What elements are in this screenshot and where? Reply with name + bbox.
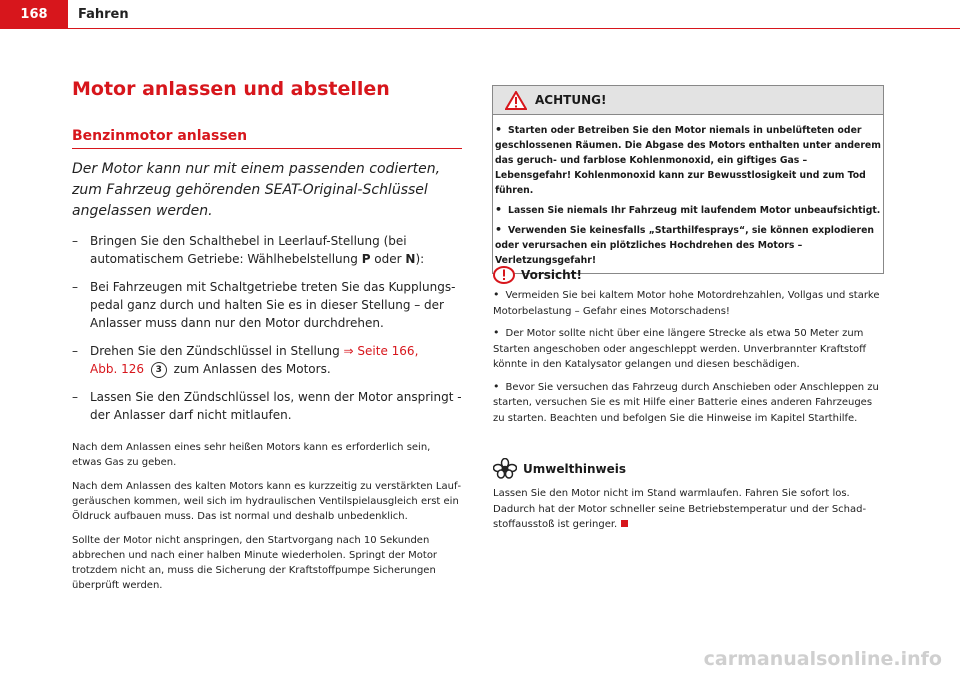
bullet-marker: • [493,379,500,393]
note-paragraph: Nach dem Anlassen des kalten Motors kann es kurzzeitig zu verstärkten Laufgeräuschen kommen, weil sich im hydraulischen Ventilspielausgleich erst ein Öldruck aufbauen muss. Das ist normal und deshalb unbedenklich. [72,481,462,522]
page-number: 168 [0,0,68,29]
warning-title: ACHTUNG! [535,93,607,107]
warning-text: Lassen Sie niemals Ihr Fahrzeug mit laufendem Motor unbeaufsichtigt. [508,205,881,216]
step-item [72,388,462,424]
position-circle-icon: 3 [151,362,167,378]
gear-p: P [361,252,371,266]
section-rule [72,148,462,149]
end-marker-icon [621,520,628,527]
environment-title: Umwelthinweis [523,462,627,476]
step-item [72,342,462,378]
arrow-icon: ⇒ [343,344,354,358]
page-title: Motor anlassen und abstellen [72,78,390,100]
step-list [72,232,462,424]
step-text: Lassen Sie den Zündschlüssel los, wenn der Motor anspringt - der Anlasser darf nicht mitlaufen. [90,390,462,422]
caution-item [493,325,883,373]
caution-item [493,287,883,319]
caution-item [493,379,883,427]
figure-reference-link[interactable]: Abb. 126 [90,362,144,376]
caution-title: Vorsicht! [521,268,582,282]
environment-header [493,458,883,480]
environment-paragraph: Lassen Sie den Motor nicht im Stand warmlaufen. Fahren Sie sofort los. Dadurch hat der Motor schneller seine Betriebstemperatur und der Schadstoffausstoß ist geringer. [493,488,867,530]
caution-section [493,266,883,426]
main-column [72,78,462,593]
bullet-marker: • [495,203,503,216]
section-title: Benzinmotor anlassen [72,128,248,144]
bullet-marker: • [493,288,500,301]
warning-item [495,202,881,218]
step-item [72,278,462,332]
step-text: oder [370,252,406,266]
page-reference-link[interactable]: Seite 166, [357,344,419,358]
warning-text: Starten oder Betreiben Sie den Motor niemals in unbelüfteten oder geschlossenen Räumen. Die Abgase des Motors enthalten unter anderem das geruch- und farblose Kohlenmonoxid, ein giftiges Gas – Lebensgefahr! Kohlenmonoxid kann zur Bewusstlosigkeit und zum Tod führen. [495,125,881,196]
warning-header [493,86,883,115]
watermark: carmanualsonline.info [703,648,942,670]
bullet-marker: • [495,123,503,136]
gear-n: N [405,252,416,266]
step-text: Bei Fahrzeugen mit Schaltgetriebe treten Sie das Kupplungspedal ganz durch und halten Sie es in dieser Stellung – der Anlasser muss dann nur den Motor durchdrehen. [90,280,456,330]
note-paragraph: Nach dem Anlassen eines sehr heißen Motors kann es erforderlich sein, etwas Gas zu geben. [72,442,431,468]
flower-icon [493,458,517,480]
caution-text: Vermeiden Sie bei kaltem Motor hohe Motordrehzahlen, Vollgas und starke Motorbelastung – Gefahr eines Motorschadens! [493,290,880,317]
step-text: Drehen Sie den Zündschlüssel in Stellung [90,344,344,358]
step-text: Bringen Sie den Schalthebel in Leerlauf-Stellung (bei automatischem Getriebe: Wählhebelstellung [90,234,407,266]
caution-header [493,266,883,284]
step-text: zum Anlassen des Motors. [169,362,331,376]
dash-marker: – [72,234,78,248]
bullet-marker: • [495,223,503,236]
step-text: ): [415,252,425,266]
dash-marker: – [72,390,78,404]
bullet-marker: • [493,326,500,339]
dash-marker: – [72,344,78,358]
caution-text: Bevor Sie versuchen das Fahrzeug durch Anschieben oder Anschleppen zu starten, versuchen Sie es mit Hilfe einer Batterie eines anderen Fahrzeuges zu starten. Beachten und befolgen Sie die Hinweise im Kapitel Starthilfe. [493,381,879,424]
caution-icon [493,266,515,284]
warning-text: Verwenden Sie keinesfalls „Starthilfesprays“, sie können explodieren oder verursachen ein plötzliches Hochdrehen des Motors – Verletzungsgefahr! [495,225,875,266]
environment-section [493,458,883,533]
warning-body [493,115,883,273]
caution-text: Der Motor sollte nicht über eine längere Strecke als etwa 50 Meter zum Starten angeschoben oder angeschleppt werden. Unverbrannter Kraftstoff könnte in den Katalysator gelangen und diesen beschädigen. [493,328,867,370]
environment-text [493,486,883,533]
warning-triangle-icon [505,91,527,110]
running-title: Fahren [78,7,129,22]
note-paragraph: Sollte der Motor nicht anspringen, den Startvorgang nach 10 Sekunden abbrechen und nach einer halben Minute wiederholen. Springt der Motor trotzdem nicht an, muss die Sicherung der Kraftstoffpumpe Sicherungen überprüft werden. [72,535,438,591]
warning-box [492,85,884,274]
warning-item [495,222,881,268]
intro-text: Der Motor kann nur mit einem passenden codierten, zum Fahrzeug gehörenden SEAT-Original-Schlüssel angelassen werden. [72,161,441,219]
header-rule [68,28,960,29]
step-item [72,232,462,268]
dash-marker: – [72,280,78,294]
warning-item [495,122,881,198]
